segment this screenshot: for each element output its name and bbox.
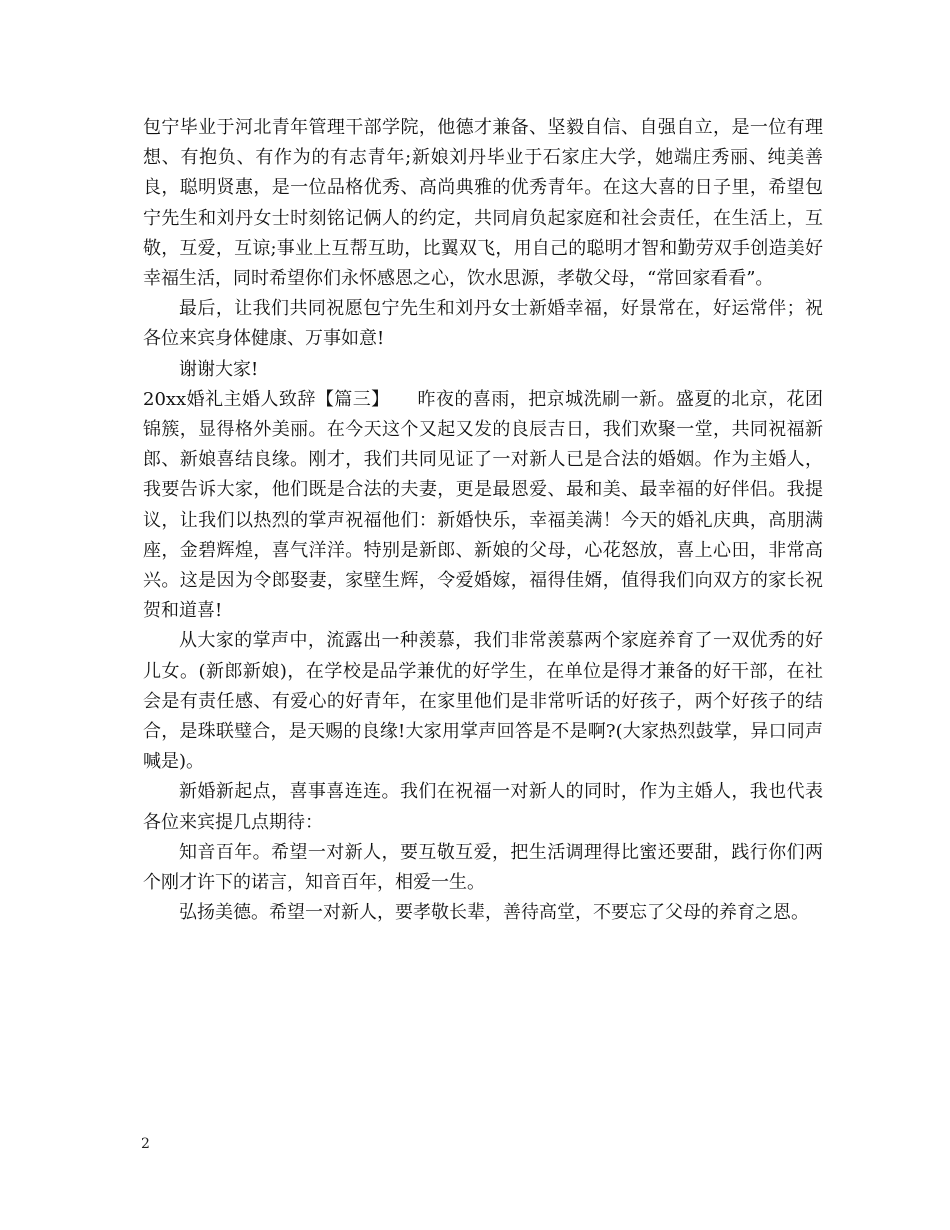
paragraph-4-section-heading: 20xx婚礼主婚人致辞【篇三】 昨夜的喜雨，把京城洗刷一新。盛夏的北京，花团锦簇，显得格外美丽。在今天这个又起又发的良辰吉日，我们欢聚一堂，共同祝福新郎、新娘喜结良缘。刚才，我们共同见证了一对新人已是合法的婚姻。作为主婚人，我要告诉大家，他们既是合法的夫妻，更是最恩爱、最和美、最幸福的好伴侣。我提议，让我们以热烈的掌声祝福他们：新婚快乐，幸福美满！今天的婚礼庆典，高朋满座，金碧辉煌，喜气洋洋。特别是新郎、新娘的父母，心花怒放，喜上心田，非常高兴。这是因为令郎娶妻，家壁生辉，令爱婚嫁，福得佳婿，值得我们向双方的家长祝贺和道喜! bbox=[143, 388, 823, 622]
paragraph-1: 包宁毕业于河北青年管理干部学院，他德才兼备、坚毅自信、自强自立，是一位有理想、有抱负、有作为的有志青年;新娘刘丹毕业于石家庄大学，她端庄秀丽、纯美善良，聪明贤惠，是一位品格优秀、高尚典雅的优秀青年。在这大喜的日子里，希望包宁先生和刘丹女士时刻铭记俩人的约定，共同肩负起家庭和社会责任，在生活上，互敬，互爱，互谅;事业上互帮互助，比翼双飞，用自己的聪明才智和勤劳双手创造美好幸福生活，同时希望你们永怀感恩之心，饮水思源，孝敬父母，“常回家看看”。 bbox=[143, 117, 823, 290]
page-number: 2 bbox=[141, 1136, 150, 1152]
document-body bbox=[143, 113, 823, 928]
paragraph-6: 新婚新起点，喜事喜连连。我们在祝福一对新人的同时，作为主婚人，我也代表各位来宾提几点期待： bbox=[143, 781, 823, 833]
paragraph-8: 弘扬美德。希望一对新人，要孝敬长辈，善待高堂，不要忘了父母的养育之恩。 bbox=[179, 902, 809, 924]
paragraph-3: 谢谢大家! bbox=[179, 358, 259, 380]
paragraph-7: 知音百年。希望一对新人，要互敬互爱，把生活调理得比蜜还要甜，践行你们两个刚才许下的诺言，知音百年，相爱一生。 bbox=[143, 841, 823, 894]
paragraph-2: 最后，让我们共同祝愿包宁先生和刘丹女士新婚幸福，好景常在，好运常伴；祝各位来宾身体健康、万事如意! bbox=[143, 298, 823, 350]
paragraph-5: 从大家的掌声中，流露出一种羡慕，我们非常羡慕两个家庭养育了一双优秀的好儿女。(新郎新娘)，在学校是品学兼优的好学生，在单位是得才兼备的好干部，在社会是有责任感、有爱心的好青年，在家里他们是非常听话的好孩子，两个好孩子的结合，是珠联璧合，是天赐的良缘!大家用掌声回答是不是啊?(大家热烈鼓掌，异口同声喊是)。 bbox=[143, 630, 823, 773]
